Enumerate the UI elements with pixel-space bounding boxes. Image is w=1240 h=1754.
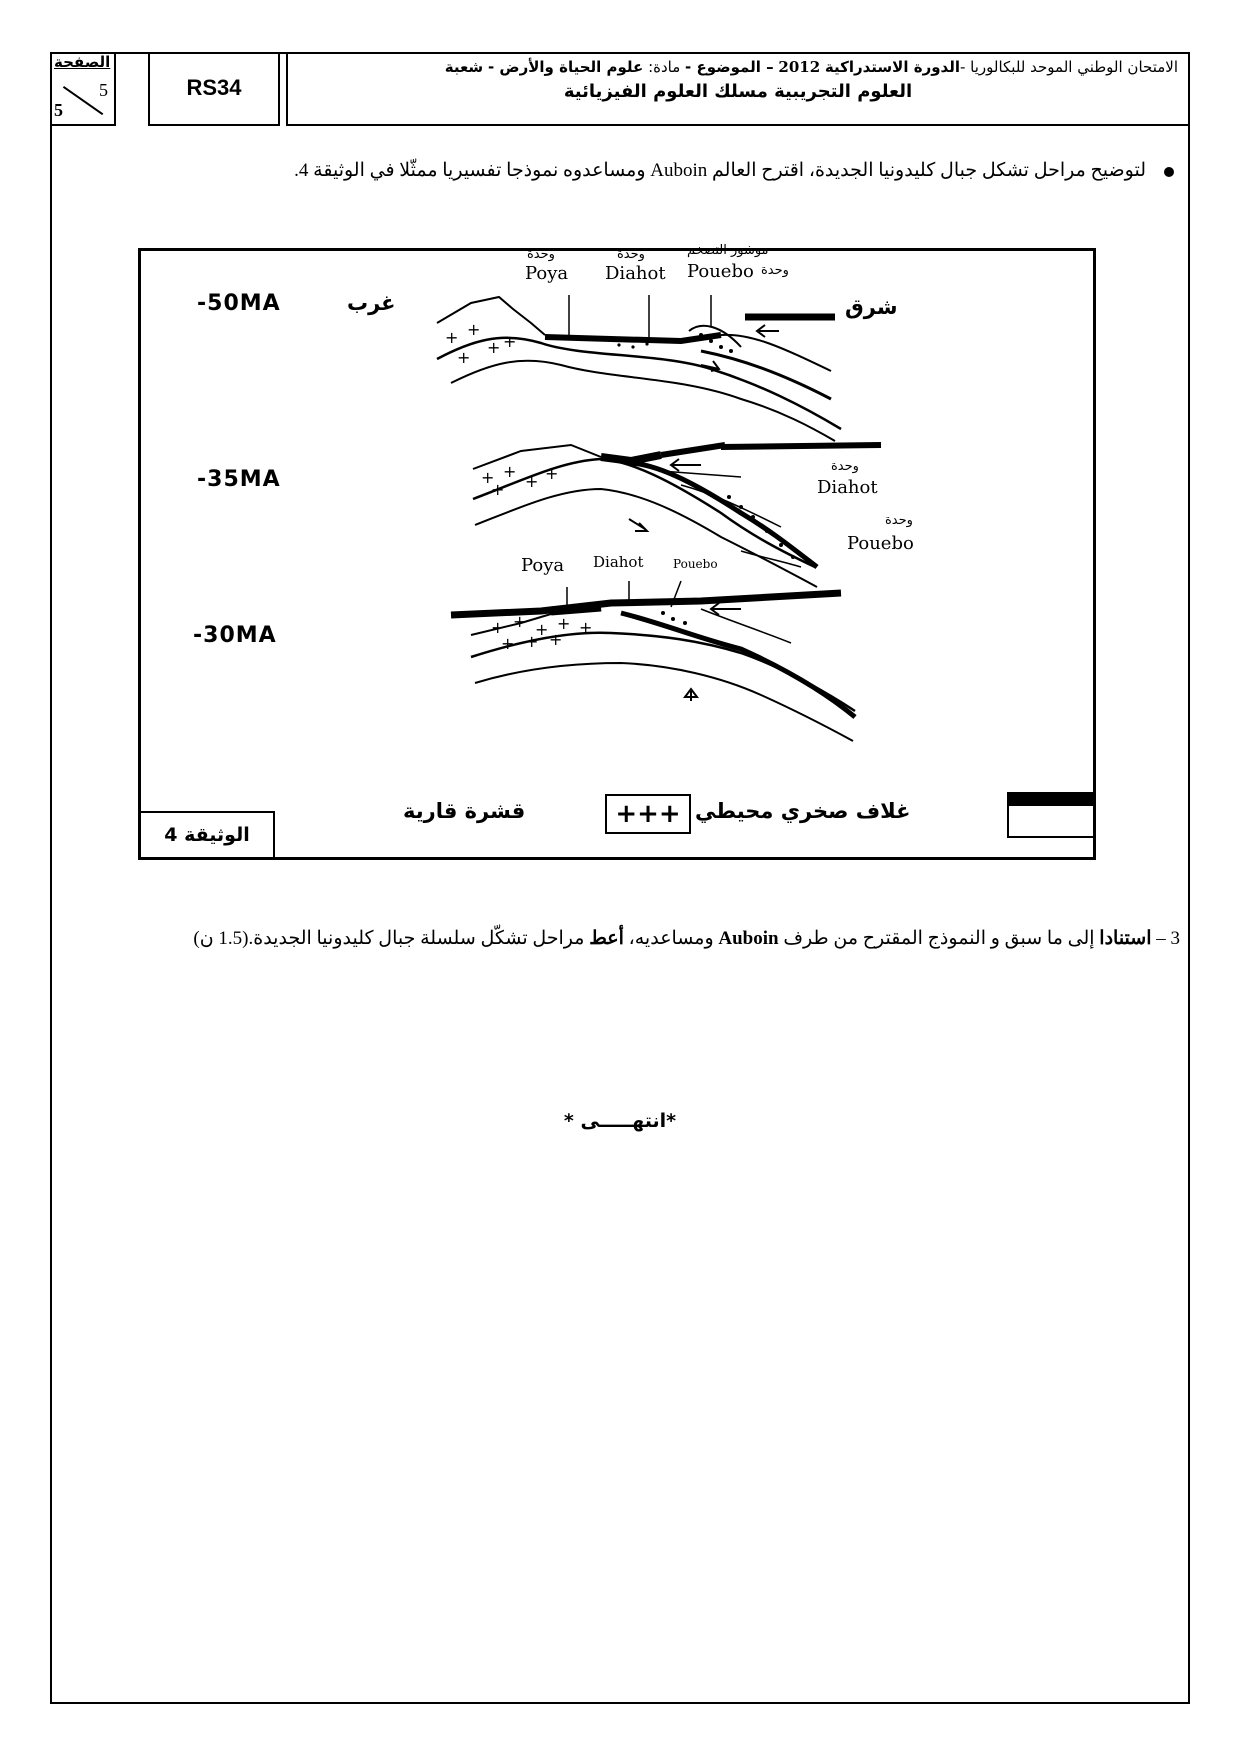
- unit-word-diahot: وحدة: [617, 247, 645, 262]
- unit-poya-30: Poya: [521, 555, 565, 576]
- legend-crust-label: قشرة قارية: [403, 799, 526, 823]
- document-4-tag: الوثيقة 4: [141, 811, 275, 857]
- svg-text:+: +: [487, 338, 501, 357]
- svg-text:+: +: [445, 328, 459, 347]
- prism-dots-30: [661, 611, 687, 625]
- exam-title-line1: الامتحان الوطني الموحد للبكالوريا -الدورة الاستدراكية 2012 – الموضوع - مادة: علوم الحياة والأرض - شعبة: [444, 58, 1178, 76]
- svg-text:+: +: [481, 468, 495, 487]
- svg-text:+: +: [525, 472, 539, 491]
- page-number: 5: [99, 80, 108, 100]
- page-slash: [63, 86, 103, 115]
- exam-code: RS34: [148, 52, 280, 126]
- svg-text:+: +: [467, 320, 481, 339]
- svg-text:+: +: [525, 632, 539, 651]
- unit-diahot-30: Diahot: [593, 553, 644, 571]
- unit-pouebo-30: Pouebo: [673, 557, 718, 571]
- stage-label-35ma: -35MA: [197, 467, 281, 492]
- exam-title: [286, 52, 1190, 126]
- legend-oceanic-symbol: [1007, 792, 1095, 838]
- crust-crosses-50: [445, 320, 516, 367]
- page-label: الصفحة: [54, 53, 111, 71]
- svg-text:+: +: [503, 332, 517, 351]
- legend-oceanic-label: غلاف صخري محيطي: [695, 799, 911, 823]
- prism-label: موشور التضخم: [687, 243, 769, 258]
- svg-text:+: +: [491, 618, 505, 637]
- unit-word-poya: وحدة: [527, 247, 555, 262]
- west-label: غرب: [347, 291, 396, 315]
- svg-text:+: +: [579, 618, 593, 637]
- stage-50ma-diagram: [437, 297, 841, 441]
- question-3: 3 – استنادا إلى ما سبق و النموذج المقترح من طرف Auboin ومساعديه، أعط مراحل تشكّل سلسلة جبال كليدونيا الجديدة.(1.5 ن): [193, 928, 1180, 949]
- exam-header: [50, 52, 1190, 126]
- svg-text:+: +: [535, 620, 549, 639]
- document-4-figure: [138, 243, 1096, 860]
- svg-text:+: +: [545, 464, 559, 483]
- stage-label-30ma: -30MA: [193, 623, 277, 648]
- page-number-box: [50, 52, 116, 126]
- page-total: 5: [54, 100, 63, 120]
- svg-text:+: +: [503, 462, 517, 481]
- unit-word-pouebo-35: وحدة: [885, 513, 913, 528]
- exam-year: 2012: [778, 58, 821, 76]
- end-marker: * انتهـــــى*: [563, 1110, 677, 1132]
- unit-poya-50: Poya: [525, 263, 569, 284]
- stage-30ma-diagram: [451, 593, 855, 741]
- bullet-icon: [1164, 167, 1174, 177]
- svg-text:+: +: [549, 630, 563, 649]
- intro-paragraph: لتوضيح مراحل تشكل جبال كليدونيا الجديدة، اقترح العالم Auboin ومساعدوه نموذجا تفسيريا ممثّلا في الوثيقة 4.: [60, 156, 1180, 186]
- svg-text:+: +: [491, 480, 505, 499]
- svg-text:+: +: [501, 634, 515, 653]
- exam-title-line2: العلوم التجريبية مسلك العلوم الفيزيائية: [563, 81, 913, 102]
- unit-word-diahot-35: وحدة: [831, 459, 859, 474]
- svg-text:+: +: [557, 614, 571, 633]
- unit-word-pouebo: وحدة: [761, 263, 789, 278]
- unit-diahot-50: Diahot: [605, 263, 666, 284]
- legend-crust-symbol: +++: [605, 794, 691, 834]
- unit-pouebo-35: Pouebo: [847, 533, 914, 554]
- unit-pouebo-50: Pouebo: [687, 261, 754, 282]
- east-label: شرق: [845, 295, 898, 319]
- svg-text:+: +: [513, 612, 527, 631]
- unit-diahot-35: Diahot: [817, 477, 878, 498]
- svg-text:+: +: [457, 348, 471, 367]
- stage-label-50ma: -50MA: [197, 291, 281, 316]
- crust-crosses-30: [491, 612, 592, 653]
